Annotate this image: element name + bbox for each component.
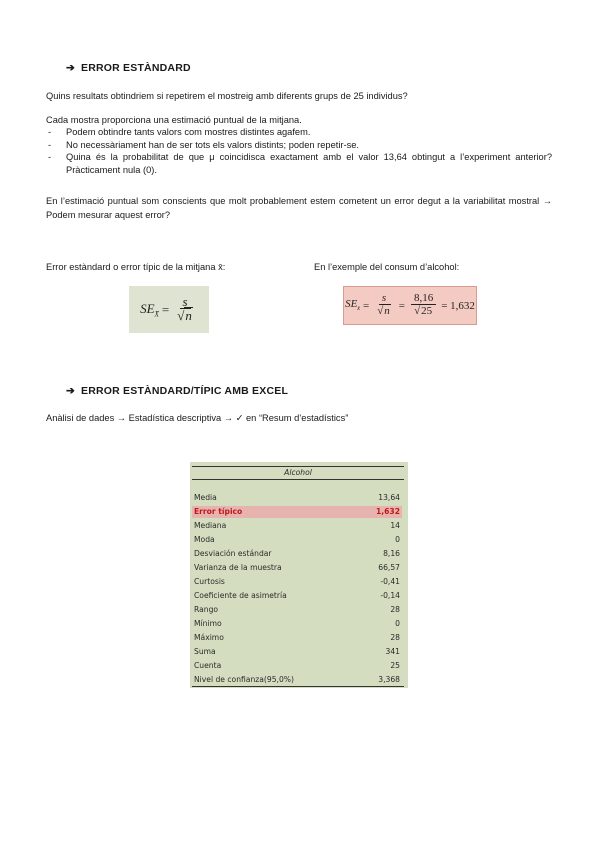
arrow-icon: ➔: [66, 62, 75, 74]
formula-lhs: $SE_{x̄}$: [345, 298, 360, 313]
excel-instruction: Anàlisi de dades → Estadística descriptiva → ✓ en “Resum d’estadístics”: [46, 413, 349, 423]
section-heading-error-estandard: [66, 62, 191, 74]
table-row: Mediana 14: [194, 521, 400, 530]
formula-result: = 1,632: [441, 299, 475, 312]
table-row: Mínimo 0: [194, 619, 400, 628]
section-title: ERROR ESTÀNDARD: [81, 62, 191, 74]
table-row: Suma 341: [194, 647, 400, 656]
question-text: Quins resultats obtindriem si repetirem el mostreig amb diferents grups de 25 individus?: [46, 91, 408, 101]
list-item: - No necessàriament han de ser tots els valors distints; poden repetir-se.: [46, 139, 552, 152]
table-row: Nivel de confianza(95,0%) 3,368: [194, 675, 400, 684]
descriptive-statistics-table: [190, 462, 408, 688]
standard-error-formula: $SE_{X̄}$ = $\frac{s}{√n}$: [129, 286, 209, 333]
bullet-list: [46, 126, 552, 176]
section-title: ERROR ESTÀNDARD/TÍPIC AMB EXCEL: [81, 385, 289, 397]
formula-fraction: $\frac{s}{√n}$: [177, 293, 192, 324]
table-row: Rango 28: [194, 605, 400, 614]
example-formula: $SE_{x̄}$ = $\frac{s}{√n}$ = $\frac{8,16}{√25}$ = 1,632: [343, 286, 477, 325]
formula-caption-right: En l’exemple del consum d’alcohol:: [314, 262, 460, 272]
formula-caption-left: Error estàndard o error típic de la mitjana x̄:: [46, 262, 226, 272]
table-row: Cuenta 25: [194, 661, 400, 670]
section-heading-excel: [66, 385, 288, 397]
table-row-highlighted: Error típico 1,632: [194, 507, 400, 516]
list-item: - Quina és la probabilitat de que μ coincidisca exactament amb el valor 13,64 obtingut a l’experiment anterior? Pràcticament nula (0).: [46, 151, 552, 176]
table-row: Curtosis -0,41: [194, 577, 400, 586]
formula-lhs: $SE_{X̄}$: [140, 300, 159, 319]
table-row: Media 13,64: [194, 493, 400, 502]
table-row: Desviación estándar 8,16: [194, 549, 400, 558]
table-row: Varianza de la muestra 66,57: [194, 563, 400, 572]
table-row: Máximo 28: [194, 633, 400, 642]
table-row: Coeficiente de asimetría -0,14: [194, 591, 400, 600]
table-row: Moda 0: [194, 535, 400, 544]
arrow-icon: ➔: [66, 385, 75, 397]
intro-text: Cada mostra proporciona una estimació puntual de la mitjana.: [46, 115, 302, 125]
table-header: Alcohol: [192, 466, 404, 480]
list-item: - Podem obtindre tants valors com mostres distintes agafem.: [46, 126, 552, 139]
estimation-paragraph: En l’estimació puntual som conscients que molt probablement estem cometent un error degut a la variabilitat mostral → Podem mesurar aquest error?: [46, 196, 552, 220]
table-bottom-border: [192, 686, 404, 687]
